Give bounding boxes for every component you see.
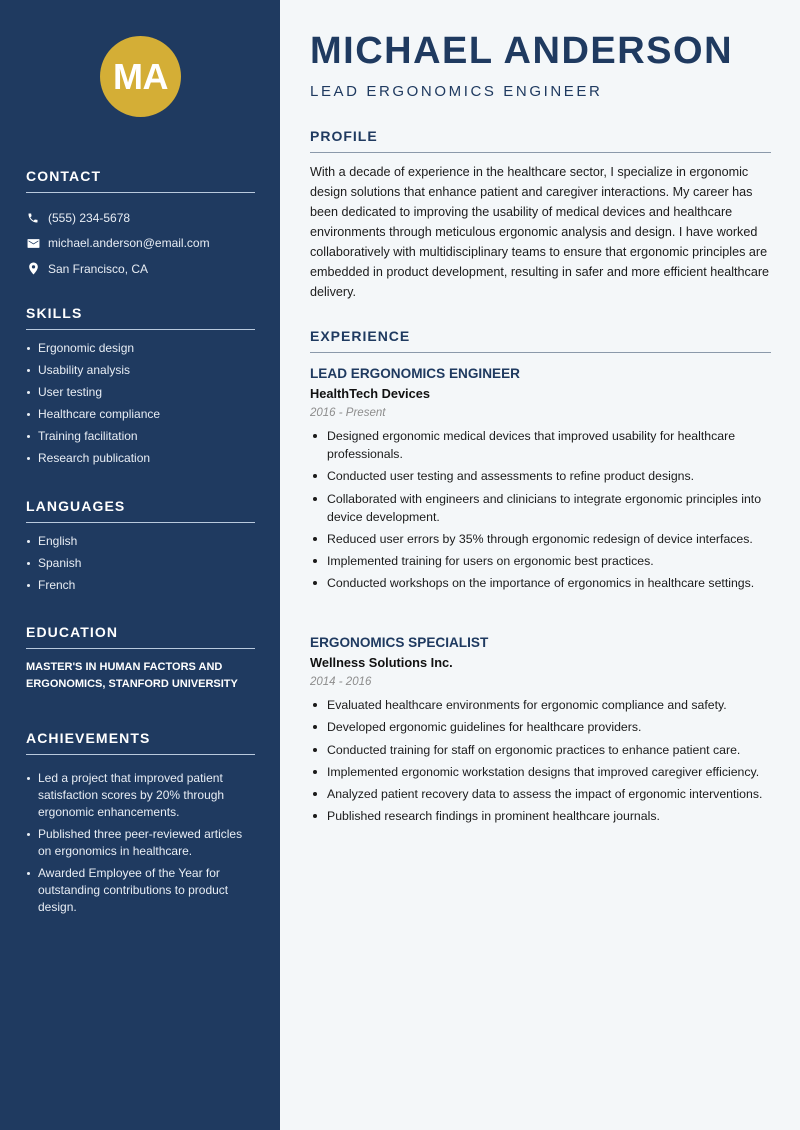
job-bullet: Evaluated healthcare environments for ergonomic compliance and safety. — [310, 696, 771, 714]
job-bullet: Analyzed patient recovery data to assess the impact of ergonomic interventions. — [310, 785, 771, 803]
skill-item: Research publication — [26, 450, 255, 467]
job-title: ERGONOMICS SPECIALIST — [310, 635, 489, 650]
section-heading: SKILLS — [26, 305, 255, 330]
language-item: Spanish — [26, 555, 255, 572]
skill-item: User testing — [26, 384, 255, 401]
section-heading: EXPERIENCE — [310, 328, 771, 353]
candidate-title: LEAD ERGONOMICS ENGINEER — [310, 83, 603, 100]
sidebar — [0, 0, 280, 1130]
section-heading: ACHIEVEMENTS — [26, 730, 255, 755]
experience-job-2 — [310, 635, 771, 830]
experience-section — [310, 328, 771, 597]
achievement-item: Published three peer-reviewed articles on ergonomics in healthcare. — [26, 826, 255, 860]
achievements-list — [26, 770, 255, 916]
section-heading: CONTACT — [26, 168, 255, 193]
job-bullet: Published research findings in prominent healthcare journals. — [310, 807, 771, 825]
contact-location-text: San Francisco, CA — [48, 261, 149, 276]
contact-list — [26, 205, 255, 282]
achievements-section — [26, 730, 255, 921]
contact-location — [26, 256, 255, 282]
job-bullets — [310, 427, 771, 592]
language-item: French — [26, 577, 255, 594]
skill-item: Usability analysis — [26, 362, 255, 379]
job-bullet: Developed ergonomic guidelines for healthcare providers. — [310, 718, 771, 736]
contact-phone-text[interactable]: (555) 234-5678 — [48, 210, 131, 225]
job-bullet: Implemented training for users on ergonomic best practices. — [310, 552, 771, 570]
job-company: Wellness Solutions Inc. — [310, 655, 453, 670]
job-title: LEAD ERGONOMICS ENGINEER — [310, 366, 520, 381]
job-bullet: Implemented ergonomic workstation designs that improved caregiver efficiency. — [310, 763, 771, 781]
location-pin-icon — [26, 262, 40, 276]
job-dates: 2014 - 2016 — [310, 676, 372, 688]
contact-section — [26, 168, 255, 282]
job-entry — [310, 366, 771, 592]
avatar — [100, 36, 181, 117]
skill-item: Training facilitation — [26, 428, 255, 445]
job-bullet: Designed ergonomic medical devices that improved usability for healthcare professionals. — [310, 427, 771, 463]
profile-summary: With a decade of experience in the healthcare sector, I specialize in ergonomic design solutions that enhance patient and caregiver interactions. My career has been dedicated to improving the usability of medical devices and healthcare environments through meticulous ergonomic analysis and design. I have worked collaboratively with multidisciplinary teams to ensure that ergonomic principles are embedded in product development, resulting in safer and more efficient healthcare delivery. — [310, 165, 770, 299]
skills-list — [26, 340, 255, 467]
section-heading: EDUCATION — [26, 624, 255, 649]
education-section — [26, 624, 255, 693]
languages-list — [26, 533, 255, 594]
job-bullets — [310, 696, 771, 825]
profile-section — [310, 128, 771, 302]
languages-section — [26, 498, 255, 599]
avatar-initials: MA — [113, 55, 168, 97]
skill-item: Ergonomic design — [26, 340, 255, 357]
job-bullet: Reduced user errors by 35% through ergonomic redesign of device interfaces. — [310, 530, 771, 548]
skill-item: Healthcare compliance — [26, 406, 255, 423]
job-entry — [310, 635, 771, 825]
job-bullet: Conducted training for staff on ergonomic practices to enhance patient care. — [310, 741, 771, 759]
skills-section — [26, 305, 255, 472]
achievement-item: Led a project that improved patient satisfaction scores by 20% through ergonomic enhancements. — [26, 770, 255, 821]
phone-icon — [26, 211, 40, 225]
job-bullet: Conducted user testing and assessments to refine product designs. — [310, 467, 771, 485]
contact-email — [26, 231, 255, 257]
job-bullet: Collaborated with engineers and clinicians to integrate ergonomic principles into device development. — [310, 490, 771, 526]
contact-phone — [26, 205, 255, 231]
section-heading: PROFILE — [310, 128, 771, 153]
job-company: HealthTech Devices — [310, 386, 430, 401]
education-degree: MASTER'S IN HUMAN FACTORS AND ERGONOMICS, STANFORD UNIVERSITY — [26, 661, 238, 690]
email-icon — [26, 236, 40, 250]
job-dates: 2016 - Present — [310, 407, 386, 419]
language-item: English — [26, 533, 255, 550]
achievement-item: Awarded Employee of the Year for outstanding contributions to product design. — [26, 865, 255, 916]
job-bullet: Conducted workshops on the importance of ergonomics in healthcare settings. — [310, 574, 771, 592]
section-heading: LANGUAGES — [26, 498, 255, 523]
contact-email-text[interactable]: michael.anderson@email.com — [48, 236, 210, 251]
candidate-name: MICHAEL ANDERSON — [310, 30, 734, 72]
